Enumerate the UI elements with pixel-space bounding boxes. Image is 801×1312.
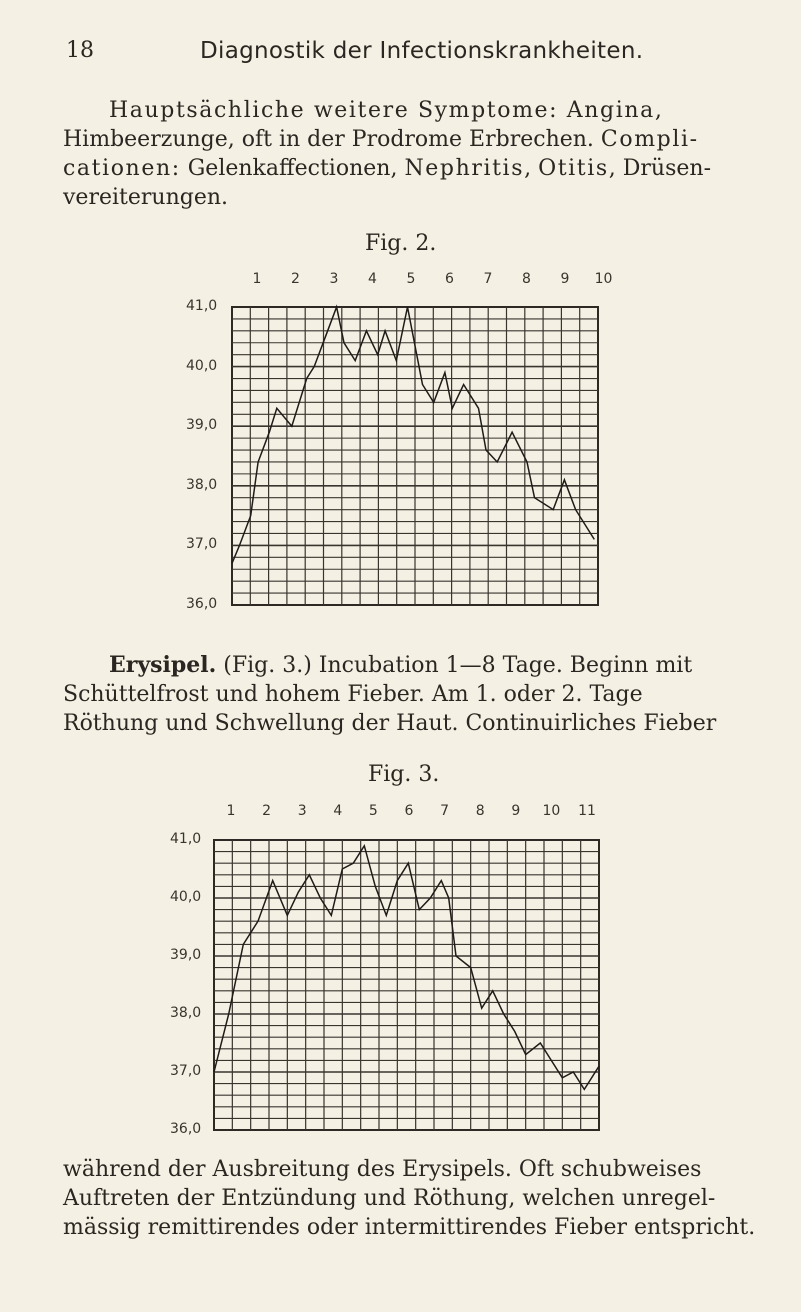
para2-line-1 — [63, 651, 738, 680]
para1-text: Angina, — [558, 98, 664, 123]
para1-text: , Drüsen- — [608, 156, 712, 181]
fig2-x-tick-label: 1 — [252, 271, 262, 287]
fig3-x-tick-label: 9 — [511, 803, 521, 819]
fig2-plot — [232, 307, 598, 605]
fig3-y-tick-label: 40,0 — [170, 889, 202, 905]
para3-line-2: Auftreten der Entzündung und Röthung, welchen unregel- — [63, 1186, 716, 1211]
para1-line-2 — [63, 125, 738, 154]
fig3-x-tick-label: 8 — [475, 803, 485, 819]
para2-line-2: Schüttelfrost und hohem Fieber. Am 1. oder 2. Tage — [63, 682, 643, 707]
para2-text: (Fig. 3.) Incubation 1—8 Tage. Beginn mit — [216, 653, 693, 678]
fig2-x-tick-label: 5 — [406, 271, 416, 287]
fig2-x-tick-label: 9 — [560, 271, 570, 287]
para1-spaced-text: Otitis — [538, 156, 609, 181]
fig3-x-tick-label: 6 — [404, 803, 414, 819]
fig3-x-tick-label: 2 — [262, 803, 272, 819]
fig2-y-tick-label: 39,0 — [186, 417, 218, 434]
fig3-y-tick-label: 41,0 — [170, 831, 202, 847]
fig3-y-tick-label: 38,0 — [170, 1005, 202, 1021]
fig3-y-tick-label: 37,0 — [170, 1063, 202, 1079]
fig3-x-tick-label: 5 — [368, 803, 378, 819]
fig3-x-tick-label: 11 — [578, 803, 596, 819]
fig3-x-tick-label: 1 — [226, 803, 236, 819]
para1-spaced-text: cationen: — [63, 156, 181, 181]
para1-line-4 — [63, 183, 738, 212]
paragraph-scarlatina-symptoms — [63, 96, 738, 212]
para1-text: , — [524, 156, 539, 181]
fig3-x-tick-label: 10 — [542, 803, 561, 819]
fig3-plot — [214, 840, 599, 1130]
para1-text: Himbeerzunge, oft in der Prodrome Erbrechen. — [63, 127, 601, 152]
fig3-x-tick-label: 3 — [297, 803, 307, 819]
para2-line-3: Röthung und Schwellung der Haut. Continuirliches Fieber — [63, 711, 717, 736]
para1-spaced-text: Nephritis — [404, 156, 525, 181]
fig2-x-tick-label: 10 — [594, 271, 613, 287]
fig2-x-tick-label: 2 — [291, 271, 300, 287]
para3-line-1: während der Ausbreitung des Erysipels. Oft schubweises — [63, 1157, 702, 1182]
fig3-x-tick-label: 7 — [440, 803, 450, 819]
fig2-y-tick-label: 36,0 — [186, 596, 218, 612]
fig2-y-tick-label: 40,0 — [186, 357, 218, 374]
page-number: 18 — [66, 38, 94, 63]
fig3-x-tick-label: 4 — [333, 803, 343, 819]
paragraph-erysipel — [63, 651, 738, 738]
fig2-y-tick-label: 38,0 — [186, 476, 218, 493]
page-header — [66, 38, 746, 70]
fig2-y-tick-label: 37,0 — [186, 536, 218, 553]
para1-text: vereiterungen. — [63, 185, 228, 210]
fig2-x-tick-label: 7 — [483, 271, 493, 287]
fig2-x-tick-label: 3 — [329, 271, 339, 287]
para1-text: Gelenkaffectionen, — [180, 156, 405, 181]
fig3-caption: Fig. 3. — [368, 762, 440, 787]
running-title: Diagnostik der Infectionskrankheiten. — [200, 38, 644, 64]
para1-line-3 — [63, 154, 738, 183]
fig2-y-tick-label: 41,0 — [186, 298, 218, 314]
fig3-y-tick-label: 39,0 — [170, 947, 202, 963]
para1-line-1 — [63, 96, 738, 125]
fig3-y-tick-label: 36,0 — [170, 1121, 202, 1137]
fig2-caption: Fig. 2. — [365, 231, 437, 256]
erysipel-heading: Erysipel. — [109, 652, 217, 678]
fig2-x-tick-label: 4 — [368, 271, 377, 287]
paragraph-erysipel-continued — [63, 1155, 756, 1242]
fig2-x-tick-label: 6 — [445, 271, 454, 287]
para1-spaced-text: Hauptsächliche weitere Symptome: — [109, 98, 559, 123]
fig2-x-tick-label: 8 — [522, 271, 531, 287]
para3-line-3: mässig remittirendes oder intermittirendes Fieber entspricht. — [63, 1215, 756, 1240]
para1-spaced-text: Compli- — [600, 127, 699, 152]
